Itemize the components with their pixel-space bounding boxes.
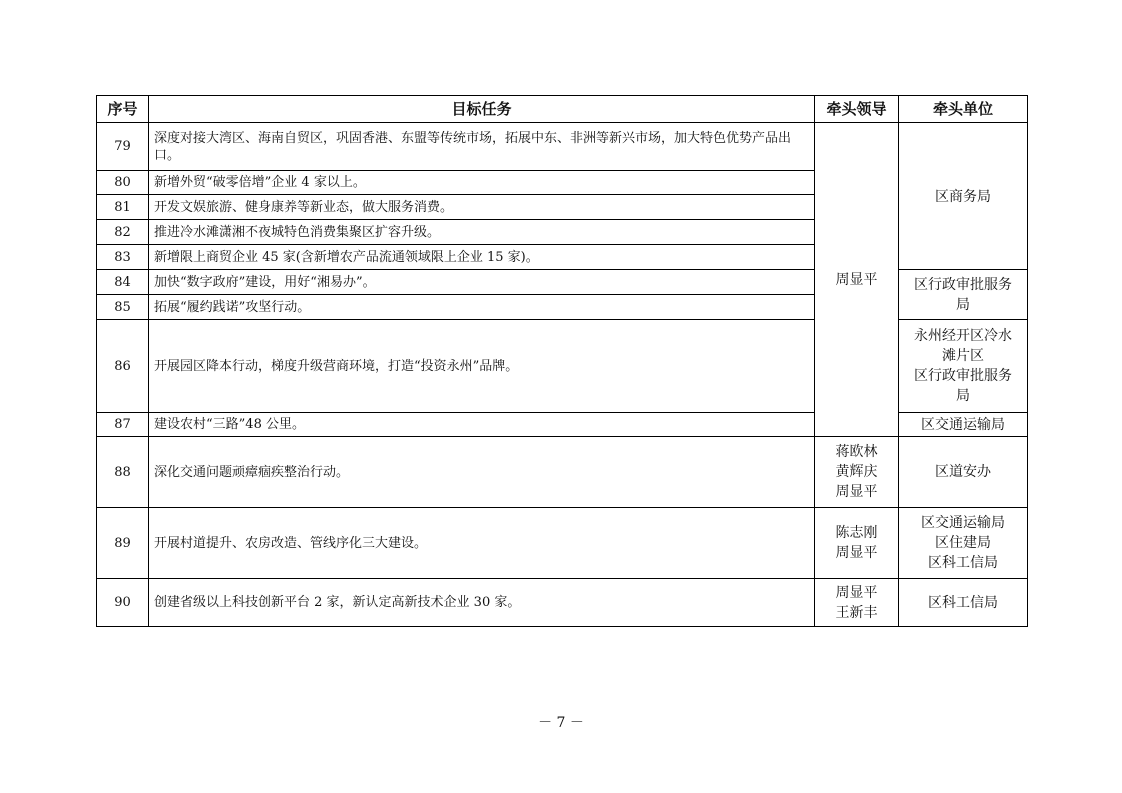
row-seq: 84 [97, 270, 149, 295]
table-header-row [97, 96, 1028, 123]
leader-line: 王新丰 [835, 604, 878, 621]
row-task: 推进冷水滩潇湘不夜城特色消费集聚区扩容升级。 [149, 220, 815, 245]
row-task: 开发文娱旅游、健身康养等新业态，做大服务消费。 [149, 195, 815, 220]
row-seq: 80 [97, 171, 149, 195]
leader-line: 黄辉庆 [835, 464, 878, 480]
unit-cell [899, 508, 1028, 579]
leader-cell: 周显平 [815, 123, 899, 437]
row-seq: 90 [97, 579, 149, 627]
row-task: 深度对接大湾区、海南自贸区，巩固香港、东盟等传统市场，拓展中东、非洲等新兴市场，加大特色优势产品出口。 [149, 123, 815, 171]
unit-line: 区科工信局 [928, 555, 998, 571]
row-seq: 83 [97, 245, 149, 270]
leader-cell [815, 437, 899, 508]
unit-line: 局 [956, 296, 970, 313]
unit-line: 区住建局 [935, 535, 991, 551]
header-task: 目标任务 [149, 96, 815, 123]
row-task: 新增外贸“破零倍增”企业 4 家以上。 [149, 171, 815, 195]
unit-cell: 区商务局 [899, 123, 1028, 270]
unit-line: 局 [956, 388, 970, 404]
leader-line: 蒋欧林 [835, 444, 878, 460]
table-row [97, 579, 1028, 627]
unit-line: 区行政审批服务 [914, 368, 1012, 384]
unit-line: 区行政审批服务 [914, 276, 1012, 293]
row-seq: 88 [97, 437, 149, 508]
page-number: － 7 － [538, 715, 584, 731]
leader-cell [815, 579, 899, 627]
leader-line: 周显平 [835, 484, 878, 500]
row-task: 开展村道提升、农房改造、管线序化三大建设。 [149, 508, 815, 579]
header-leader: 牵头领导 [815, 96, 899, 123]
unit-cell: 区交通运输局 [899, 413, 1028, 437]
unit-cell: 区道安办 [899, 437, 1028, 508]
row-seq: 81 [97, 195, 149, 220]
row-seq: 79 [97, 123, 149, 171]
header-unit: 牵头单位 [899, 96, 1028, 123]
row-task: 新增限上商贸企业 45 家(含新增农产品流通领域限上企业 15 家)。 [149, 245, 815, 270]
leader-line: 周显平 [835, 545, 878, 561]
header-seq: 序号 [97, 96, 149, 123]
row-seq: 86 [97, 320, 149, 413]
leader-line: 周显平 [835, 584, 878, 601]
task-table [96, 95, 1028, 627]
row-task: 加快“数字政府”建设，用好“湘易办”。 [149, 270, 815, 295]
row-task: 建设农村“三路”48 公里。 [149, 413, 815, 437]
unit-line: 永州经开区冷水 [914, 328, 1012, 344]
unit-line: 区交通运输局 [921, 515, 1005, 531]
unit-cell [899, 320, 1028, 413]
table-row [97, 437, 1028, 508]
unit-cell [899, 270, 1028, 320]
leader-cell [815, 508, 899, 579]
row-seq: 89 [97, 508, 149, 579]
row-task: 开展园区降本行动，梯度升级营商环境，打造“投资永州”品牌。 [149, 320, 815, 413]
row-task: 创建省级以上科技创新平台 2 家，新认定高新技术企业 30 家。 [149, 579, 815, 627]
row-task: 拓展“履约践诺”攻坚行动。 [149, 295, 815, 320]
leader-line: 陈志刚 [835, 525, 878, 541]
row-task: 深化交通问题顽瘴痼疾整治行动。 [149, 437, 815, 508]
table-row [97, 508, 1028, 579]
row-seq: 85 [97, 295, 149, 320]
unit-line: 滩片区 [942, 348, 984, 364]
row-seq: 87 [97, 413, 149, 437]
unit-cell: 区科工信局 [899, 579, 1028, 627]
row-seq: 82 [97, 220, 149, 245]
table-row [97, 123, 1028, 171]
